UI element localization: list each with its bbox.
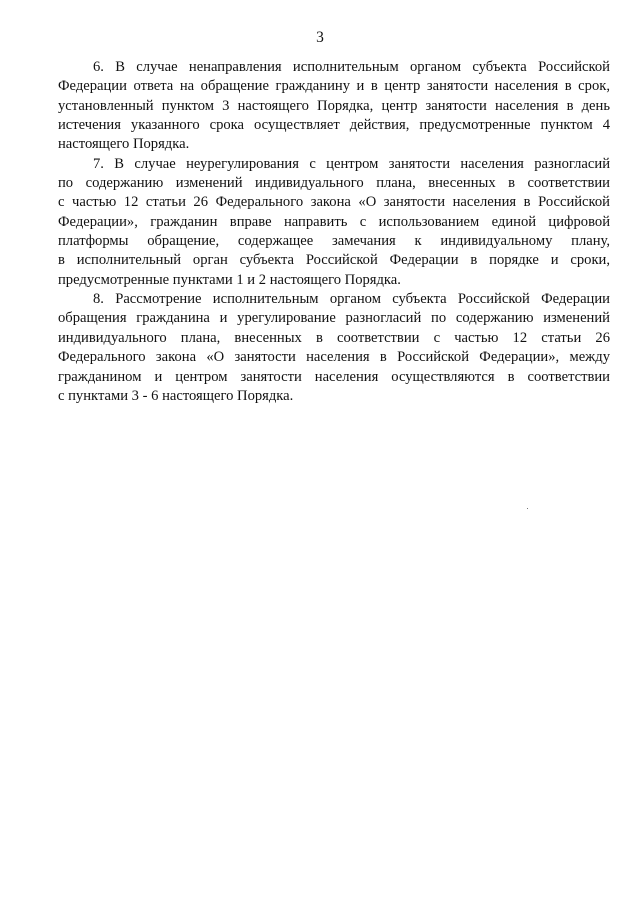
text-line: Федерации ответа на обращение гражданину и в центр занятости населения в срок, xyxy=(58,78,610,95)
text-line: 7. В случае неурегулирования с центром занятости населения разногласий xyxy=(93,155,610,172)
paragraph-8 xyxy=(58,290,610,406)
text-line: настоящего Порядка. xyxy=(58,136,190,153)
paragraph-6 xyxy=(58,58,610,155)
text-line: истечения указанного срока осуществляет действия, предусмотренные пунктом 4 xyxy=(58,117,610,134)
text-line: 8. Рассмотрение исполнительным органом субъекта Российской Федерации xyxy=(93,291,610,308)
text-line: обращения гражданина и урегулирование разногласий по содержанию изменений xyxy=(58,310,610,327)
text-line: Федерального закона «О занятости населения в Российской Федерации», между xyxy=(58,349,610,366)
text-line: индивидуального плана, внесенных в соответствии с частью 12 статьи 26 xyxy=(58,329,610,346)
text-line: 6. В случае ненаправления исполнительным органом субъекта Российской xyxy=(93,59,610,75)
scan-speck xyxy=(527,508,528,509)
text-line: с частью 12 статьи 26 Федерального закона «О занятости населения в Российской xyxy=(58,194,610,211)
text-line: с пунктами 3 - 6 настоящего Порядка. xyxy=(58,387,294,404)
text-line: гражданином и центром занятости населения осуществляются в соответствии xyxy=(58,368,610,385)
paragraph-7 xyxy=(58,155,610,290)
text-line: Федерации», гражданин вправе направить с использованием единой цифровой xyxy=(58,213,610,230)
text-line: в исполнительный орган субъекта Российской Федерации в порядке и сроки, xyxy=(58,252,610,269)
text-line: платформы обращение, содержащее замечания к индивидуальному плану, xyxy=(58,233,610,250)
document-body xyxy=(58,58,610,406)
text-line: установленный пунктом 3 настоящего Порядка, центр занятости населения в день xyxy=(58,97,610,114)
text-line: предусмотренные пунктами 1 и 2 настоящего Порядка. xyxy=(58,271,401,288)
page-number: 3 xyxy=(316,29,324,46)
text-line: по содержанию изменений индивидуального плана, внесенных в соответствии xyxy=(58,175,610,192)
